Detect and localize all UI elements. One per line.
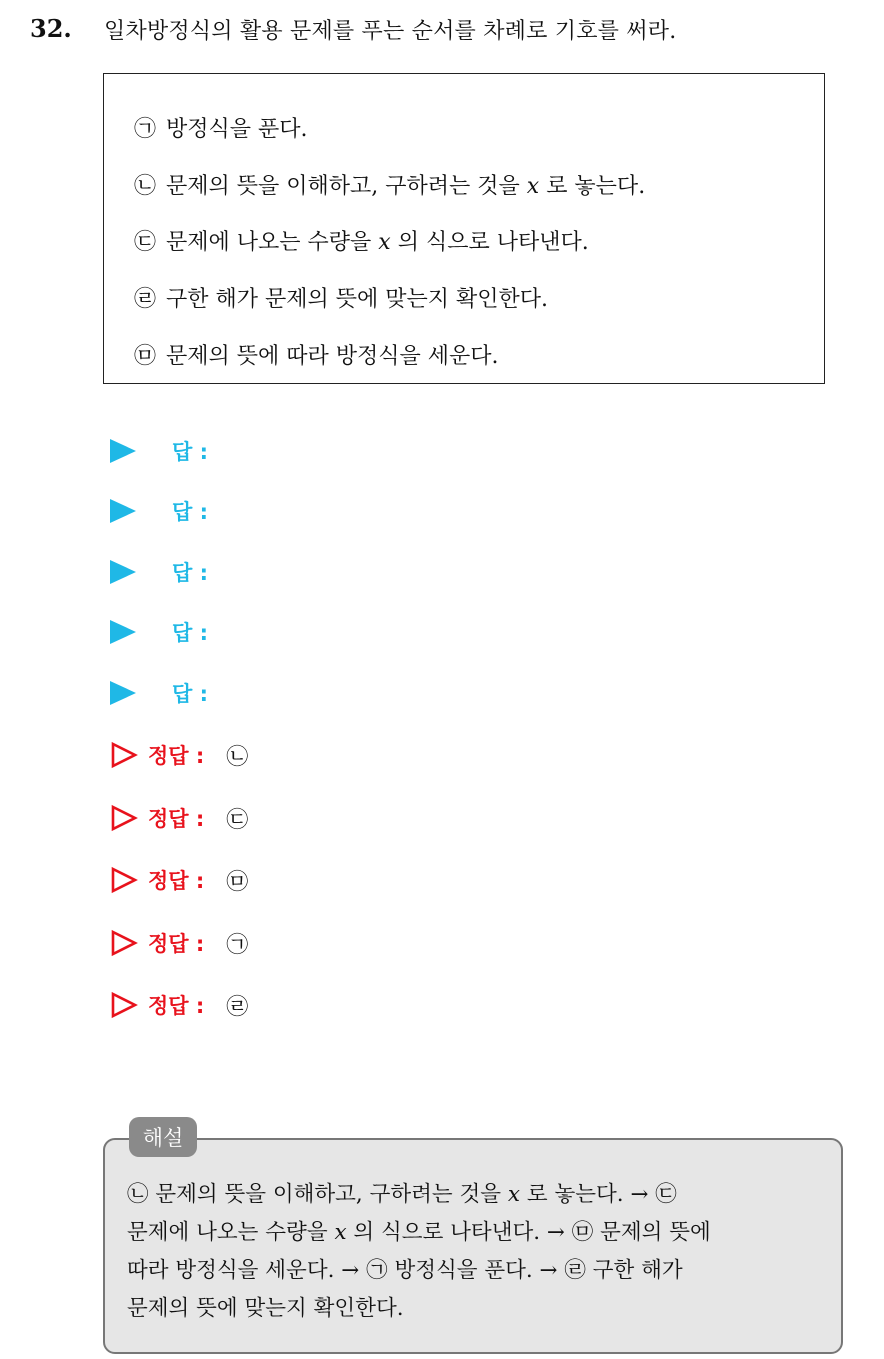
explanation-box: [103, 1138, 843, 1354]
question-text: 일차방정식의 활용 문제를 푸는 순서를 차례로 기호를 써라.: [104, 19, 677, 44]
correct-answer-row: [110, 738, 248, 772]
answer-label: 답 :: [172, 500, 208, 524]
outline-triangle-icon: [110, 866, 138, 894]
answer-row[interactable]: [110, 678, 208, 708]
step-item: [134, 112, 308, 143]
outline-triangle-icon: [110, 804, 138, 832]
answer-label: 답 :: [172, 621, 208, 645]
answer-row[interactable]: [110, 436, 208, 466]
answer-row[interactable]: [110, 617, 208, 647]
step-item: [134, 225, 589, 256]
correct-label: 정답 :: [148, 932, 205, 956]
correct-label: 정답 :: [148, 994, 205, 1018]
question-number: 32.: [30, 14, 72, 43]
correct-value: ㉠: [226, 932, 249, 958]
explanation-tag: 해설: [129, 1117, 197, 1157]
play-triangle-icon: [110, 620, 136, 644]
explanation-segment: 로 놓는다. → ㉢: [526, 1182, 677, 1207]
correct-label: 정답 :: [148, 869, 205, 893]
explanation-segment: ㉡ 문제의 뜻을 이해하고, 구하려는 것을: [127, 1182, 502, 1207]
correct-answer-row: [110, 926, 248, 960]
explanation-line: 따라 방정식을 세운다. → ㉠ 방정식을 푼다. → ㉣ 구한 해가: [127, 1258, 683, 1283]
correct-value: ㉤: [226, 869, 249, 895]
correct-label: 정답 :: [148, 744, 205, 768]
variable-x: x: [334, 1220, 347, 1245]
outline-triangle-icon: [110, 991, 138, 1019]
step-mark: ㉣: [134, 287, 157, 312]
correct-answer-row: [110, 988, 248, 1022]
step-item: [134, 169, 645, 200]
step-mark: ㉡: [134, 174, 157, 199]
step-mark: ㉤: [134, 344, 157, 369]
explanation-text: [127, 1176, 827, 1328]
step-mark: ㉢: [134, 230, 157, 255]
correct-label: 정답 :: [148, 807, 205, 831]
correct-answer-row: [110, 801, 248, 835]
step-text: 문제의 뜻에 따라 방정식을 세운다.: [166, 344, 499, 369]
step-item: [134, 282, 548, 313]
step-text: 방정식을 푼다.: [166, 117, 308, 142]
answer-label: 답 :: [172, 440, 208, 464]
play-triangle-icon: [110, 439, 136, 463]
variable-x: x: [378, 230, 391, 255]
play-triangle-icon: [110, 560, 136, 584]
step-text: 의 식으로 나타낸다.: [397, 230, 589, 255]
correct-value: ㉣: [226, 994, 249, 1020]
step-item: [134, 339, 499, 370]
answer-row[interactable]: [110, 557, 208, 587]
variable-x: x: [507, 1182, 521, 1207]
steps-box: [103, 73, 825, 384]
explanation-segment: 문제에 나오는 수량을: [127, 1220, 328, 1245]
explanation-line: 문제의 뜻에 맞는지 확인한다.: [127, 1296, 404, 1321]
outline-triangle-icon: [110, 741, 138, 769]
explanation-line: [127, 1214, 827, 1252]
step-text: 문제의 뜻을 이해하고, 구하려는 것을: [166, 174, 520, 199]
step-text: 로 놓는다.: [546, 174, 646, 199]
variable-x: x: [526, 174, 540, 199]
play-triangle-icon: [110, 499, 136, 523]
step-mark: ㉠: [134, 117, 157, 142]
correct-value: ㉡: [226, 744, 249, 770]
answer-row[interactable]: [110, 496, 208, 526]
step-text: 문제에 나오는 수량을: [166, 230, 372, 255]
outline-triangle-icon: [110, 929, 138, 957]
correct-value: ㉢: [226, 807, 249, 833]
correct-answer-row: [110, 863, 248, 897]
play-triangle-icon: [110, 681, 136, 705]
answer-label: 답 :: [172, 682, 208, 706]
explanation-line: [127, 1176, 827, 1214]
answer-label: 답 :: [172, 561, 208, 585]
explanation-segment: 의 식으로 나타낸다. → ㉤ 문제의 뜻에: [353, 1220, 711, 1245]
step-text: 구한 해가 문제의 뜻에 맞는지 확인한다.: [166, 287, 549, 312]
